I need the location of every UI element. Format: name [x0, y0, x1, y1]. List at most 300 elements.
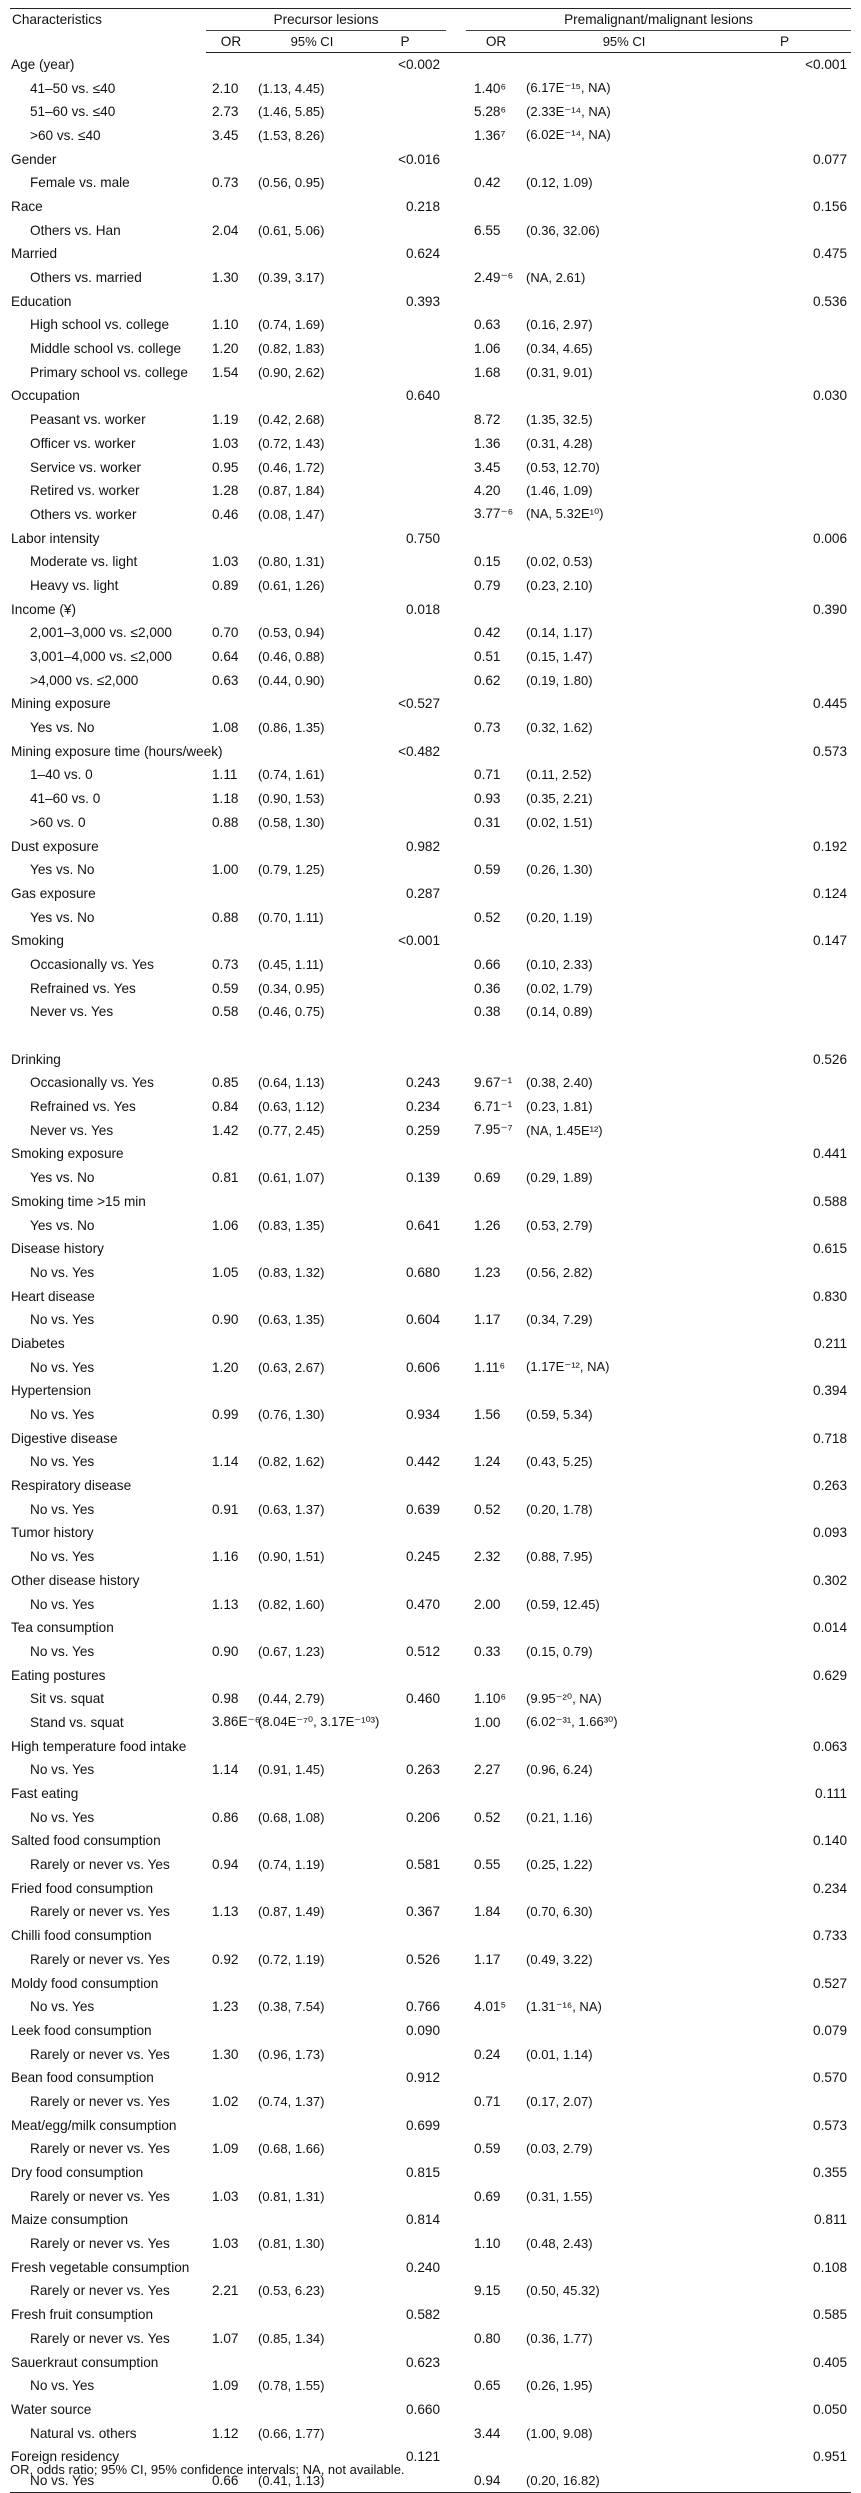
characteristics-header: Characteristics: [10, 9, 206, 53]
premalignant-or-cell: [466, 1047, 522, 1071]
premalignant-or-cell: 3.44: [474, 2425, 501, 2441]
column-spacer: [446, 1971, 466, 1995]
section-row: [10, 1426, 851, 1450]
column-spacer: [446, 1450, 466, 1474]
premalignant-or-cell: 4.20: [474, 483, 501, 499]
precursor-ci-cell: [252, 195, 368, 219]
comparison-row: [10, 550, 851, 574]
precursor-ci-cell: [252, 1190, 368, 1214]
precursor-p-cell: 0.912: [406, 2070, 441, 2086]
premalignant-ci-cell: [522, 2303, 722, 2327]
characteristic-label: No vs. Yes: [30, 1454, 95, 1470]
characteristic-label: Middle school vs. college: [30, 341, 182, 357]
premalignant-p-cell: [722, 1758, 851, 1782]
precursor-or-cell: 0.98: [212, 1691, 239, 1707]
column-spacer: [446, 2184, 466, 2208]
column-spacer: [446, 1166, 466, 1190]
precursor-p-cell: [368, 1047, 446, 1071]
premalignant-p-cell: 0.355: [813, 2165, 848, 2181]
characteristic-label: Yes vs. No: [30, 1217, 95, 1233]
precursor-or-cell: 0.94: [212, 1857, 239, 1873]
premalignant-p-cell: [722, 2090, 851, 2114]
premalignant-p-cell: [722, 621, 851, 645]
premalignant-ci-cell: (0.26, 1.95): [526, 2378, 593, 2394]
premalignant-ci-cell: (0.11, 2.52): [526, 767, 592, 783]
precursor-or-cell: 0.90: [212, 1312, 239, 1328]
premalignant-ci-cell: (0.53, 12.70): [526, 459, 600, 475]
column-spacer: [446, 550, 466, 574]
premalignant-ci-cell: [522, 526, 722, 550]
precursor-p-cell: [368, 550, 446, 574]
precursor-ci-cell: (0.61, 1.07): [258, 1170, 325, 1186]
precursor-or-cell: [206, 882, 252, 906]
premalignant-ci-cell: (0.56, 2.82): [526, 1264, 593, 1280]
premalignant-p-cell: 0.147: [813, 933, 848, 949]
premalignant-ci-cell: [522, 2066, 722, 2090]
table-header: [10, 9, 851, 53]
precursor-p-cell: [368, 1734, 446, 1758]
precursor-ci-cell: (0.38, 7.54): [258, 1999, 325, 2015]
premalignant-ci-cell: [522, 1616, 722, 1640]
column-spacer: [446, 1829, 466, 1853]
premalignant-p-cell: [722, 858, 851, 882]
premalignant-p-cell: 0.585: [813, 2307, 848, 2323]
premalignant-ci-cell: (0.23, 2.10): [526, 577, 593, 593]
precursor-or-cell: 1.20: [212, 1359, 239, 1375]
precursor-p-cell: 0.766: [406, 1999, 441, 2015]
premalignant-ci-cell: (NA, 5.32E¹⁰): [526, 506, 604, 522]
precursor-or-cell: 0.95: [212, 459, 239, 475]
comparison-row: [10, 953, 851, 977]
column-spacer: [446, 1616, 466, 1640]
precursor-or-cell: 0.84: [212, 1099, 239, 1115]
comparison-row: [10, 479, 851, 503]
characteristic-label: Fresh fruit consumption: [11, 2307, 154, 2323]
premalignant-or-cell: [466, 384, 522, 408]
column-spacer: [446, 1924, 466, 1948]
precursor-p-cell: [368, 479, 446, 503]
precursor-or-cell: [206, 1047, 252, 1071]
precursor-or-cell: [206, 834, 252, 858]
premalignant-or-cell: 9.15: [474, 2283, 501, 2299]
precursor-or-cell: 1.08: [212, 720, 239, 736]
precursor-ci-cell: (0.83, 1.35): [258, 1217, 325, 1233]
precursor-ci-cell: [252, 242, 368, 266]
precursor-p-cell: [368, 716, 446, 740]
premalignant-p-cell: [722, 266, 851, 290]
section-row: [10, 1782, 851, 1806]
column-spacer: [446, 2303, 466, 2327]
precursor-ci-cell: [252, 1782, 368, 1806]
precursor-or-cell: 1.06: [212, 1217, 239, 1233]
precursor-or-cell: 0.73: [212, 175, 239, 191]
comparison-row: [10, 1071, 851, 1095]
precursor-ci-cell: (0.46, 0.75): [258, 1004, 325, 1020]
section-row: [10, 739, 851, 763]
premalignant-ci-cell: (0.31, 9.01): [526, 364, 593, 380]
precursor-ci-cell: (0.63, 1.37): [258, 1501, 325, 1517]
precursor-p-cell: 0.442: [406, 1454, 441, 1470]
premalignant-p-cell: 0.111: [815, 1786, 848, 1802]
section-row: [10, 1142, 851, 1166]
premalignant-ci-cell: (0.26, 1.30): [526, 862, 593, 878]
premalignant-p-cell: 0.093: [813, 1525, 848, 1541]
comparison-row: [10, 503, 851, 527]
precursor-p-cell: <0.002: [398, 57, 441, 73]
characteristic-label: Chilli food consumption: [11, 1928, 152, 1944]
premalignant-or-cell: [466, 1379, 522, 1403]
premalignant-or-cell: 0.52: [474, 909, 501, 925]
characteristic-label: 41–50 vs. ≤40: [30, 80, 116, 96]
premalignant-p-cell: [722, 763, 851, 787]
precursor-or-cell: 0.66: [206, 2469, 252, 2493]
precursor-ci-cell: (0.61, 1.26): [258, 577, 325, 593]
precursor-ci-cell: [252, 1663, 368, 1687]
premalignant-or-cell: 1.84: [474, 1904, 501, 1920]
precursor-p-cell: 0.639: [406, 1501, 441, 1517]
premalignant-p-cell: [722, 668, 851, 692]
column-spacer: [446, 2327, 466, 2351]
premalignant-p-cell: [722, 1118, 851, 1142]
premalignant-or-cell: 0.52: [474, 1809, 501, 1825]
column-spacer: [446, 2042, 466, 2066]
premalignant-or-cell: 1.11⁶: [474, 1359, 506, 1375]
precursor-p-cell: 0.206: [406, 1809, 441, 1825]
characteristic-label: No vs. Yes: [30, 2378, 95, 2394]
column-spacer: [446, 100, 466, 124]
premalignant-or-cell: 0.66: [474, 956, 501, 972]
premalignant-p-cell: [722, 905, 851, 929]
precursor-p-cell: [368, 76, 446, 100]
premalignant-or-cell: 1.10: [474, 2236, 501, 2252]
precursor-or-header: OR: [206, 31, 252, 53]
precursor-or-cell: [206, 2208, 252, 2232]
premalignant-p-cell: [722, 124, 851, 148]
precursor-or-cell: 1.16: [212, 1549, 239, 1565]
column-spacer: [446, 195, 466, 219]
premalignant-p-cell: [722, 811, 851, 835]
comparison-row: [10, 976, 851, 1000]
premalignant-or-cell: 1.24: [474, 1454, 501, 1470]
column-spacer: [446, 1758, 466, 1782]
premalignant-or-cell: [466, 1971, 522, 1995]
section-row: [10, 53, 851, 77]
characteristic-label: Moderate vs. light: [30, 554, 138, 570]
column-spacer: [446, 1497, 466, 1521]
premalignant-or-cell: 0.42: [474, 625, 501, 641]
premalignant-ci-cell: [522, 147, 722, 171]
premalignant-ci-cell: (0.48, 2.43): [526, 2236, 593, 2252]
column-spacer: [446, 574, 466, 598]
characteristic-label: Water source: [11, 2401, 92, 2417]
comparison-row: [10, 1118, 851, 1142]
comparison-row: [10, 1805, 851, 1829]
precursor-p-cell: 0.582: [406, 2307, 441, 2323]
precursor-ci-cell: [252, 597, 368, 621]
precursor-or-cell: [206, 1332, 252, 1356]
premalignant-or-cell: [466, 2208, 522, 2232]
premalignant-p-cell: 0.394: [813, 1383, 848, 1399]
premalignant-ci-cell: (0.36, 1.77): [526, 2330, 593, 2346]
precursor-p-cell: [368, 503, 446, 527]
column-spacer: [446, 1474, 466, 1498]
column-spacer: [446, 597, 466, 621]
precursor-p-cell: <0.001: [398, 933, 441, 949]
premalignant-ci-cell: [522, 2019, 722, 2043]
precursor-or-cell: 0.81: [212, 1170, 239, 1186]
premalignant-ci-cell: [522, 1474, 722, 1498]
premalignant-ci-cell: [522, 692, 722, 716]
precursor-or-cell: [206, 1569, 252, 1593]
precursor-ci-cell: [252, 739, 368, 763]
column-spacer: [446, 1284, 466, 1308]
comparison-row: [10, 1308, 851, 1332]
premalignant-ci-cell: (0.01, 1.14): [526, 2046, 593, 2062]
column-spacer: [446, 1118, 466, 1142]
premalignant-ci-cell: (1.31⁻¹⁶, NA): [526, 1998, 602, 2014]
premalignant-ci-cell: [522, 1569, 722, 1593]
premalignant-ci-cell: (NA, 2.61): [526, 270, 586, 286]
comparison-row: [10, 2042, 851, 2066]
comparison-row: [10, 668, 851, 692]
premalignant-or-cell: 1.06: [474, 341, 501, 357]
precursor-or-cell: [206, 53, 252, 77]
precursor-ci-cell: (0.46, 1.72): [258, 459, 325, 475]
precursor-or-cell: 0.92: [212, 1951, 239, 1967]
section-row: [10, 2066, 851, 2090]
premalignant-ci-cell: [522, 2398, 722, 2422]
header-spacer: [446, 31, 466, 53]
section-row: [10, 1876, 851, 1900]
precursor-p-cell: 0.526: [406, 1951, 441, 1967]
column-spacer: [446, 882, 466, 906]
table-body: [10, 53, 851, 2493]
premalignant-or-cell: 1.00: [474, 1714, 501, 1730]
premalignant-p-cell: [722, 1805, 851, 1829]
precursor-ci-cell: (0.74, 1.69): [258, 317, 325, 333]
characteristic-label: Occasionally vs. Yes: [30, 956, 154, 972]
premalignant-p-cell: 0.234: [813, 1880, 848, 1896]
column-spacer: [446, 621, 466, 645]
precursor-or-cell: 1.10: [212, 317, 239, 333]
precursor-ci-cell: (0.68, 1.66): [258, 2141, 325, 2157]
column-spacer: [446, 2398, 466, 2422]
premalignant-ci-cell: (0.19, 1.80): [526, 672, 593, 688]
precursor-ci-cell: (0.90, 1.51): [258, 1549, 325, 1565]
precursor-or-cell: [206, 2303, 252, 2327]
precursor-or-cell: 1.05: [212, 1264, 239, 1280]
premalignant-p-cell: [722, 503, 851, 527]
precursor-p-cell: [368, 1876, 446, 1900]
section-row: [10, 1663, 851, 1687]
premalignant-or-cell: 0.52: [474, 1501, 501, 1517]
premalignant-p-cell: [722, 2137, 851, 2161]
column-spacer: [446, 218, 466, 242]
precursor-or-cell: [206, 929, 252, 953]
premalignant-or-cell: [466, 2255, 522, 2279]
precursor-p-cell: 0.604: [406, 1312, 441, 1328]
precursor-ci-cell: (0.67, 1.23): [258, 1643, 325, 1659]
premalignant-or-cell: 1.36: [474, 435, 501, 451]
precursor-or-cell: 1.14: [212, 1454, 239, 1470]
precursor-p-cell: [368, 1474, 446, 1498]
column-spacer: [446, 1640, 466, 1664]
premalignant-or-cell: 1.23: [474, 1264, 501, 1280]
comparison-row: [10, 1640, 851, 1664]
precursor-ci-header: 95% CI: [252, 31, 368, 53]
section-row: [10, 1734, 851, 1758]
premalignant-p-cell: [722, 645, 851, 669]
premalignant-or-cell: [466, 1569, 522, 1593]
comparison-row: [10, 1450, 851, 1474]
precursor-ci-cell: (0.70, 1.11): [258, 909, 324, 925]
header-spacer: [446, 9, 466, 31]
precursor-ci-cell: [252, 2303, 368, 2327]
characteristic-label: No vs. Yes: [30, 1999, 95, 2015]
precursor-p-cell: 0.139: [406, 1170, 441, 1186]
characteristic-label: Gender: [11, 151, 57, 167]
precursor-p-cell: [368, 2184, 446, 2208]
premalignant-p-cell: 0.302: [813, 1572, 848, 1588]
premalignant-or-cell: 1.26: [474, 1217, 501, 1233]
precursor-or-cell: 0.46: [212, 506, 239, 522]
precursor-or-cell: [206, 2161, 252, 2185]
precursor-ci-cell: (1.46, 5.85): [258, 104, 325, 120]
characteristic-label: Others vs. Han: [30, 222, 121, 238]
premalignant-p-cell: 0.079: [813, 2022, 848, 2038]
precursor-or-cell: 0.70: [212, 625, 239, 641]
section-row: [10, 1190, 851, 1214]
characteristic-label: Stand vs. squat: [30, 1714, 124, 1730]
precursor-p-cell: 0.750: [406, 530, 441, 546]
precursor-or-cell: 0.88: [212, 909, 239, 925]
precursor-p-cell: <0.482: [398, 743, 441, 759]
precursor-ci-cell: (0.08, 1.47): [258, 506, 325, 522]
characteristic-label: Yes vs. No: [30, 909, 95, 925]
precursor-p-cell: [368, 2327, 446, 2351]
column-spacer: [446, 1190, 466, 1214]
precursor-ci-cell: (1.13, 4.45): [258, 80, 325, 96]
comparison-row: [10, 1403, 851, 1427]
characteristic-label: Never vs. Yes: [30, 1004, 114, 1020]
premalignant-ci-cell: [522, 1284, 722, 1308]
characteristic-label: >60 vs. 0: [30, 814, 86, 830]
characteristic-label: Age (year): [11, 56, 75, 72]
column-spacer: [446, 929, 466, 953]
precursor-or-cell: [206, 1971, 252, 1995]
premalignant-p-cell: 0.063: [813, 1738, 848, 1754]
precursor-ci-cell: (0.82, 1.60): [258, 1596, 325, 1612]
column-spacer: [446, 2090, 466, 2114]
premalignant-or-cell: [466, 1616, 522, 1640]
premalignant-ci-cell: (2.33E⁻¹⁴, NA): [526, 103, 611, 119]
column-spacer: [446, 147, 466, 171]
section-row: [10, 2019, 851, 2043]
precursor-p-cell: [368, 1569, 446, 1593]
characteristic-label: Maize consumption: [11, 2212, 129, 2228]
comparison-row: [10, 455, 851, 479]
premalignant-ci-cell: (1.46, 1.09): [526, 483, 593, 499]
premalignant-p-cell: [722, 1308, 851, 1332]
precursor-or-cell: 1.20: [212, 341, 239, 357]
section-row: [10, 597, 851, 621]
column-spacer: [446, 337, 466, 361]
precursor-ci-cell: [252, 2208, 368, 2232]
premalignant-ci-cell: [522, 929, 722, 953]
precursor-or-cell: 0.85: [212, 1075, 239, 1091]
characteristic-label: Heavy vs. light: [30, 577, 119, 593]
characteristic-label: Tea consumption: [11, 1620, 114, 1636]
characteristic-label: Smoking time >15 min: [11, 1193, 146, 1209]
section-row: [10, 2350, 851, 2374]
column-spacer: [446, 692, 466, 716]
precursor-ci-cell: [252, 2398, 368, 2422]
precursor-or-cell: 1.13: [212, 1596, 239, 1612]
column-spacer: [446, 834, 466, 858]
premalignant-ci-cell: (0.20, 1.19): [526, 909, 593, 925]
precursor-p-cell: [368, 976, 446, 1000]
column-spacer: [446, 2113, 466, 2137]
precursor-or-cell: [206, 2066, 252, 2090]
premalignant-or-header: OR: [466, 31, 522, 53]
comparison-row: [10, 1355, 851, 1379]
column-spacer: [446, 2374, 466, 2398]
premalignant-ci-cell: (0.59, 5.34): [526, 1407, 593, 1423]
characteristic-label: No vs. Yes: [10, 2469, 206, 2493]
precursor-p-cell: [368, 787, 446, 811]
premalignant-or-cell: 4.01⁵: [474, 1999, 507, 2015]
table-footnote: OR, odds ratio; 95% CI, 95% confidence intervals; NA, not available.: [10, 2462, 405, 2477]
precursor-p-cell: 0.660: [406, 2401, 441, 2417]
characteristic-label: Natural vs. others: [30, 2425, 137, 2441]
premalignant-p-cell: [722, 1640, 851, 1664]
premalignant-p-cell: [722, 716, 851, 740]
precursor-ci-cell: (0.74, 1.19): [258, 1857, 325, 1873]
precursor-or-cell: 0.99: [212, 1407, 239, 1423]
premalignant-p-cell: [722, 2232, 851, 2256]
characteristic-label: 2,001–3,000 vs. ≤2,000: [30, 625, 172, 641]
characteristic-label: Rarely or never vs. Yes: [30, 2236, 170, 2252]
precursor-p-cell: 0.982: [406, 838, 441, 854]
premalignant-or-cell: [466, 242, 522, 266]
premalignant-p-cell: <0.001: [805, 57, 848, 73]
column-spacer: [446, 124, 466, 148]
premalignant-or-cell: 3.77⁻⁶: [474, 506, 514, 522]
precursor-p-cell: [368, 763, 446, 787]
characteristic-label: Mining exposure: [11, 696, 111, 712]
precursor-p-cell: [368, 360, 446, 384]
precursor-ci-cell: [252, 2161, 368, 2185]
precursor-or-cell: [206, 1616, 252, 1640]
column-spacer: [446, 1782, 466, 1806]
precursor-p-cell: 0.934: [406, 1407, 441, 1423]
comparison-row: [10, 2327, 851, 2351]
characteristic-label: Fried food consumption: [11, 1880, 154, 1896]
precursor-ci-cell: [252, 1426, 368, 1450]
premalignant-p-cell: 0.573: [813, 2117, 848, 2133]
characteristic-label: Officer vs. worker: [30, 435, 136, 451]
precursor-ci-cell: (0.82, 1.62): [258, 1454, 325, 1470]
characteristic-label: Other disease history: [11, 1572, 140, 1588]
precursor-or-cell: 0.90: [212, 1643, 239, 1659]
precursor-or-cell: 2.21: [212, 2283, 239, 2299]
precursor-ci-cell: (0.53, 6.23): [258, 2283, 325, 2299]
comparison-row: [10, 645, 851, 669]
comparison-row: [10, 360, 851, 384]
column-spacer: [446, 1095, 466, 1119]
premalignant-ci-cell: (0.50, 45.32): [526, 2283, 600, 2299]
comparison-row: [10, 124, 851, 148]
